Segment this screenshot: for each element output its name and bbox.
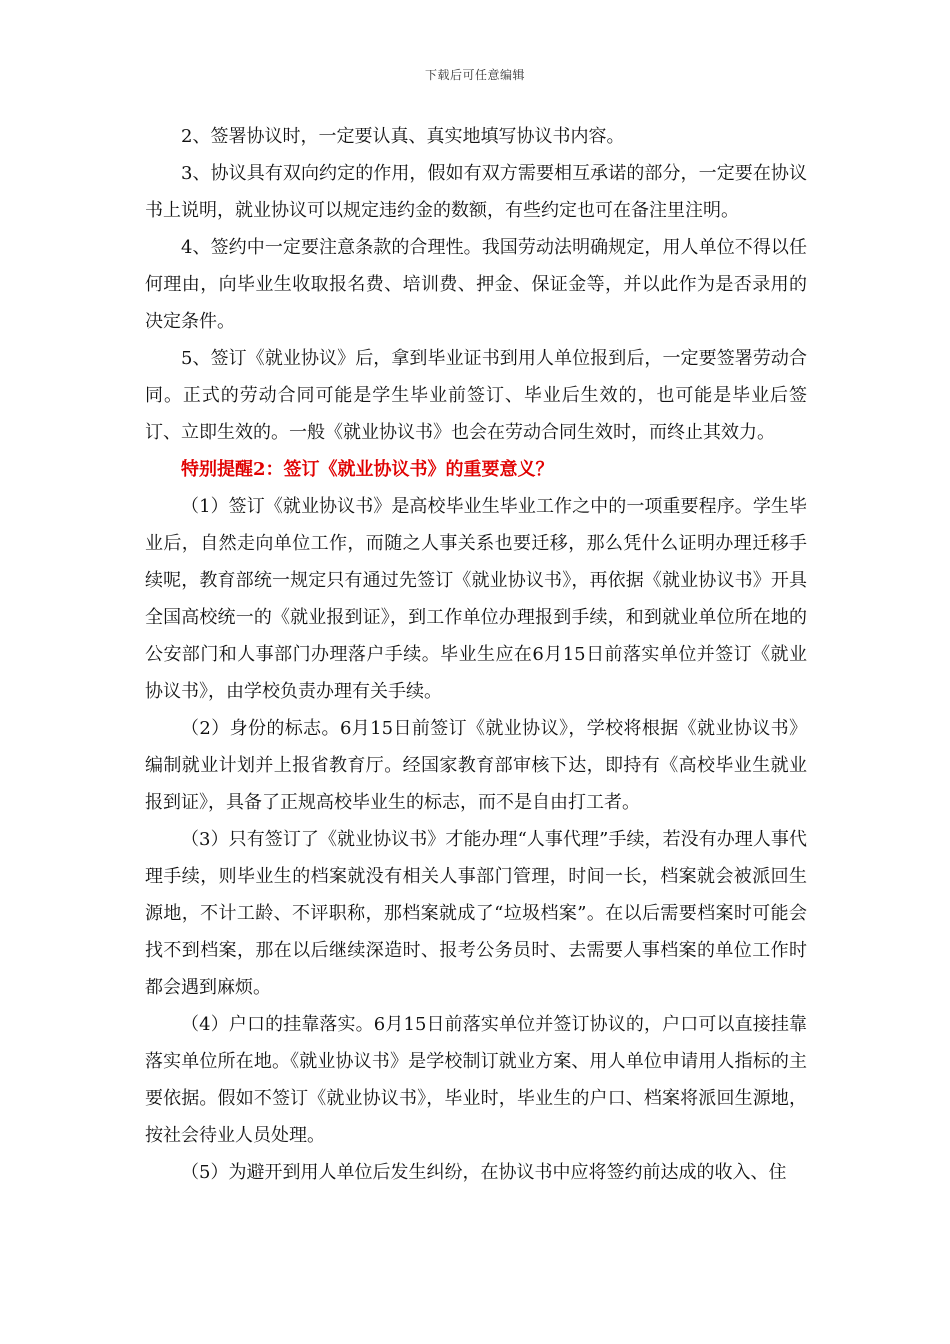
- significance-point-5: （5）为避开到用人单位后发生纠纷，在协议书中应将签约前达成的收入、住: [181, 1162, 787, 1183]
- significance-point-2: （2）身份的标志。6月15日前签订《就业协议》，学校将根据《就业协议书》编制就业计划并上报省教育厅。经国家教育部审核下达，即持有《高校毕业生就业报到证》，具备了正规高校毕业生的标志，而不是自由打工者。: [145, 718, 807, 813]
- page-header: 下载后可任意编辑: [424, 68, 525, 82]
- significance-point-3: （3）只有签订了《就业协议书》才能办理“人事代理”手续，若没有办理人事代理手续，则毕业生的档案就没有相关人事部门管理，时间一长，档案就会被派回生源地，不计工龄、不评职称，那档案就成了“垃圾档案”。在以后需要档案时可能会找不到档案，那在以后继续深造时、报考公务员时、去需要人事档案的单位工作时都会遇到麻烦。: [145, 829, 807, 998]
- significance-point-4: （4）户口的挂靠落实。6月15日前落实单位并签订协议的，户口可以直接挂靠落实单位所在地。《就业协议书》是学校制订就业方案、用人单位申请用人指标的主要依据。假如不签订《就业协议书》，毕业时，毕业生的户口、档案将派回生源地，按社会待业人员处理。: [145, 1014, 807, 1146]
- significance-point-1: （1）签订《就业协议书》是高校毕业生毕业工作之中的一项重要程序。学生毕业后，自然走向单位工作，而随之人事关系也要迁移，那么凭什么证明办理迁移手续呢，教育部统一规定只有通过先签订《就业协议书》，再依据《就业协议书》开具全国高校统一的《就业报到证》，到工作单位办理报到手续，和到就业单位所在地的公安部门和人事部门办理落户手续。毕业生应在6月15日前落实单位并签订《就业协议书》，由学校负责办理有关手续。: [145, 496, 807, 702]
- paragraph-item-3: 3、协议具有双向约定的作用，假如有双方需要相互承诺的部分，一定要在协议书上说明，就业协议可以规定违约金的数额，有些约定也可在备注里注明。: [145, 163, 807, 221]
- special-reminder-heading: 特别提醒2：签订《就业协议书》的重要意义？: [181, 459, 554, 480]
- paragraph-item-2: 2、签署协议时，一定要认真、真实地填写协议书内容。: [181, 126, 625, 147]
- document-body: [145, 118, 807, 1191]
- paragraph-item-5: 5、签订《就业协议》后，拿到毕业证书到用人单位报到后，一定要签署劳动合同。正式的劳动合同可能是学生毕业前签订、毕业后生效的，也可能是毕业后签订、立即生效的。一般《就业协议书》也会在劳动合同生效时，而终止其效力。: [145, 348, 807, 443]
- paragraph-item-4: 4、签约中一定要注意条款的合理性。我国劳动法明确规定，用人单位不得以任何理由，向毕业生收取报名费、培训费、押金、保证金等，并以此作为是否录用的决定条件。: [145, 237, 807, 332]
